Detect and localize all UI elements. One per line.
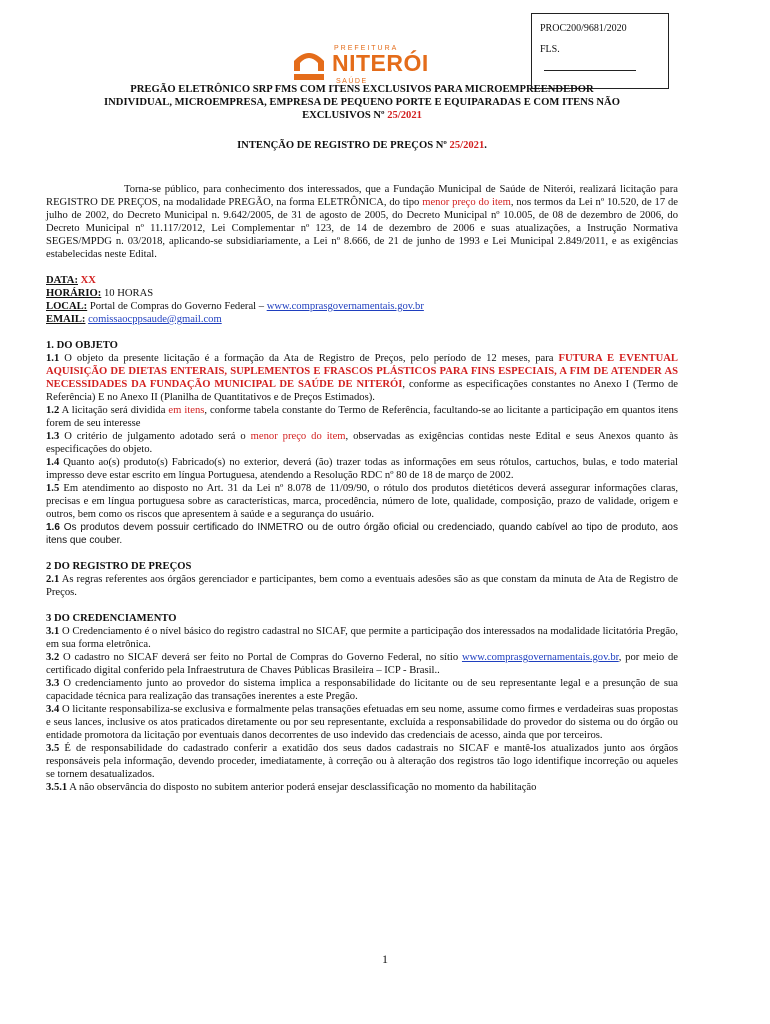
clause-3-1: 3.1 O Credenciamento é o nível básico do registro cadastral no SICAF, que permite a participação dos interessados na modalidade licitatória Pregão, em sua forma eletrônica. (46, 626, 678, 650)
clause-1-5: 1.5 Em atendimento ao disposto no Art. 31 da Lei nº 8.078 de 11/09/90, o rótulo dos produtos dietéticos deverá assegurar informações claras, precisas e em língua portuguesa sobre as características, marca, procedência, número de lote, qualidade, composição, prazo de validade, origem e outros, bem como os riscos que apresentem à saúde e a segurança do usuário. (46, 483, 678, 520)
info-data: DATA: XX (46, 275, 96, 286)
clause-3-5: 3.5 É de responsabilidade do cadastrado conferir a exatidão dos seus dados cadastrais no SICAF e mantê-los atualizados junto aos órgãos responsáveis pela informação, devendo proceder, imediatamente, à correção ou à alteração dos registros tão logo identifique incorreção ou aqueles se tornem desatualizados. (46, 743, 678, 780)
clause-1-1: 1.1 O objeto da presente licitação é a formação da Ata de Registro de Preços, pelo período de 12 meses, para FUTURA E EVENTUAL AQUISIÇÃO DE DIETAS ENTERAIS, SUPLEMENTOS E FRASCOS PLÁSTICOS PARA FINS ESPECIAIS, A FIM DE ATENDER AS NECESSIDADES DA FUNDAÇÃO MUNICIPAL DE SAÚDE DE NITERÓI, conforme as especificações constantes no Anexo I (Termo de Referência) E no Anexo II (Planilha de Quantitativos e de Preços Estimados). (46, 353, 678, 403)
title-line-2: INDIVIDUAL, MICROEMPRESA, EMPRESA DE PEQUENO PORTE E EQUIPARADAS E COM ITENS NÃO (104, 97, 620, 108)
info-email: EMAIL: comissaocppsaude@gmail.com (46, 314, 222, 325)
page-number: 1 (382, 952, 388, 966)
document-title (46, 83, 678, 122)
event-info (46, 274, 678, 326)
clause-1-2: 1.2 A licitação será dividida em itens, conforme tabela constante do Termo de Referência, facultando-se ao licitante a participação em quantos itens forem de seu interesse (46, 405, 678, 429)
logo-icon (292, 47, 326, 81)
title-line-1: PREGÃO ELETRÔNICO SRP FMS COM ITENS EXCLUSIVOS PARA MICROEMPREENDEDOR (130, 84, 594, 95)
clause-1-4: 1.4 Quanto ao(s) produto(s) Fabricado(s) no exterior, deverá (ão) trazer todas as informações em seus rótulos, cartuchos, bulas, e todo material impresso deve estar escrito em língua Portuguesa, atendendo a Resolução RDC nº 80 de 18 de março de 2002. (46, 457, 678, 481)
compras-link[interactable]: www.comprasgovernamentais.gov.br (266, 301, 424, 312)
section-2-heading: 2 DO REGISTRO DE PREÇOS (46, 561, 192, 572)
email-link[interactable]: comissaocppsaude@gmail.com (88, 314, 222, 325)
proc-number: PROC200/9681/2020 (540, 23, 627, 34)
info-horario: HORÁRIO: 10 HORAS (46, 288, 154, 299)
clause-1-6: 1.6 Os produtos devem possuir certificado do INMETRO ou de outro órgão oficial ou credenciado, quando cabível ao tipo de produto, aos itens que couber. (46, 522, 678, 546)
clause-2-1: 2.1 As regras referentes aos órgãos gerenciador e participantes, bem como a eventuais adesões são as que constam da minuta de Ata de Registro de Preços. (46, 574, 678, 598)
fls-label: FLS. (540, 44, 560, 55)
clause-3-4: 3.4 O licitante responsabiliza-se exclusiva e formalmente pelas transações efetuadas em seu nome, assume como firmes e verdadeiras suas propostas e seus lances, inclusive os atos praticados diretamente ou por seu representante, excluída a responsabilidade do provedor do sistema ou do órgão ou entidade promotora da licitação por eventuais danos decorrentes de uso indevido das credenciais de acesso, ainda que por terceiros. (46, 704, 678, 741)
title-line-3: EXCLUSIVOS Nº 25/2021 (302, 110, 422, 121)
signature-line (544, 70, 636, 71)
logo-prefeitura: PREFEITURA (334, 45, 399, 52)
clause-3-5-1: 3.5.1 A não observância do disposto no subitem anterior poderá ensejar desclassificação no momento da habilitação (46, 782, 537, 793)
document-body (46, 83, 678, 794)
clause-1-3: 1.3 O critério de julgamento adotado será o menor preço do item, observadas as exigências contidas neste Edital e seus Anexos quanto às especificações do objeto. (46, 431, 678, 455)
protocol-stamp (531, 13, 669, 89)
section-3-heading: 3 DO CREDENCIAMENTO (46, 613, 177, 624)
compras-link-2[interactable]: www.comprasgovernamentais.gov.br (461, 652, 619, 663)
clause-3-3: 3.3 O credenciamento junto ao provedor do sistema implica a responsabilidade do licitante ou de seu representante legal e a presunção de sua capacidade técnica para realização das transações inerentes a este Pregão. (46, 678, 678, 702)
clause-3-2: 3.2 O cadastro no SICAF deverá ser feito no Portal de Compras do Governo Federal, no sítio www.comprasgovernamentais.gov.br, por meio de certificado digital conferido pela Infraestrutura de Chaves Públicas Brasileira – ICP - Brasil.. (46, 652, 678, 676)
logo-name: NITERÓI (332, 50, 429, 76)
niteroi-logo (292, 44, 462, 88)
intro-paragraph: Torna-se público, para conhecimento dos interessados, que a Fundação Municipal de Saúde de Niterói, realizará licitação para REGISTRO DE PREÇOS, na modalidade PREGÃO, na forma ELETRÔNICA, do tipo menor preço do item, nos termos da Lei nº 10.520, de 17 de julho de 2002, do Decreto Municipal n. 9.642/2005, de 31 de agosto de 2005, do Decreto Municipal nº 10.005, de 08 de dezembro de 2006, do Decreto Municipal nº 11.117/2012, Lei Complementar nº 123, de 14 de dezembro de 2006 e suas atualizações, a Instrução Normativa SEGES/MPDG n. 03/2018, aplicando-se subsidiariamente, a Lei nº 8.666, de 21 de junho de 1993 e Lei Municipal 2.849/2011, e as exigências estabelecidas neste Edital. (46, 184, 678, 260)
logo-saude: SAÚDE (336, 78, 368, 85)
intent-heading: INTENÇÃO DE REGISTRO DE PREÇOS Nº 25/2021. (237, 140, 487, 151)
info-local: LOCAL: Portal de Compras do Governo Federal – www.comprasgovernamentais.gov.br (46, 301, 424, 312)
section-1-heading: 1. DO OBJETO (46, 340, 118, 351)
